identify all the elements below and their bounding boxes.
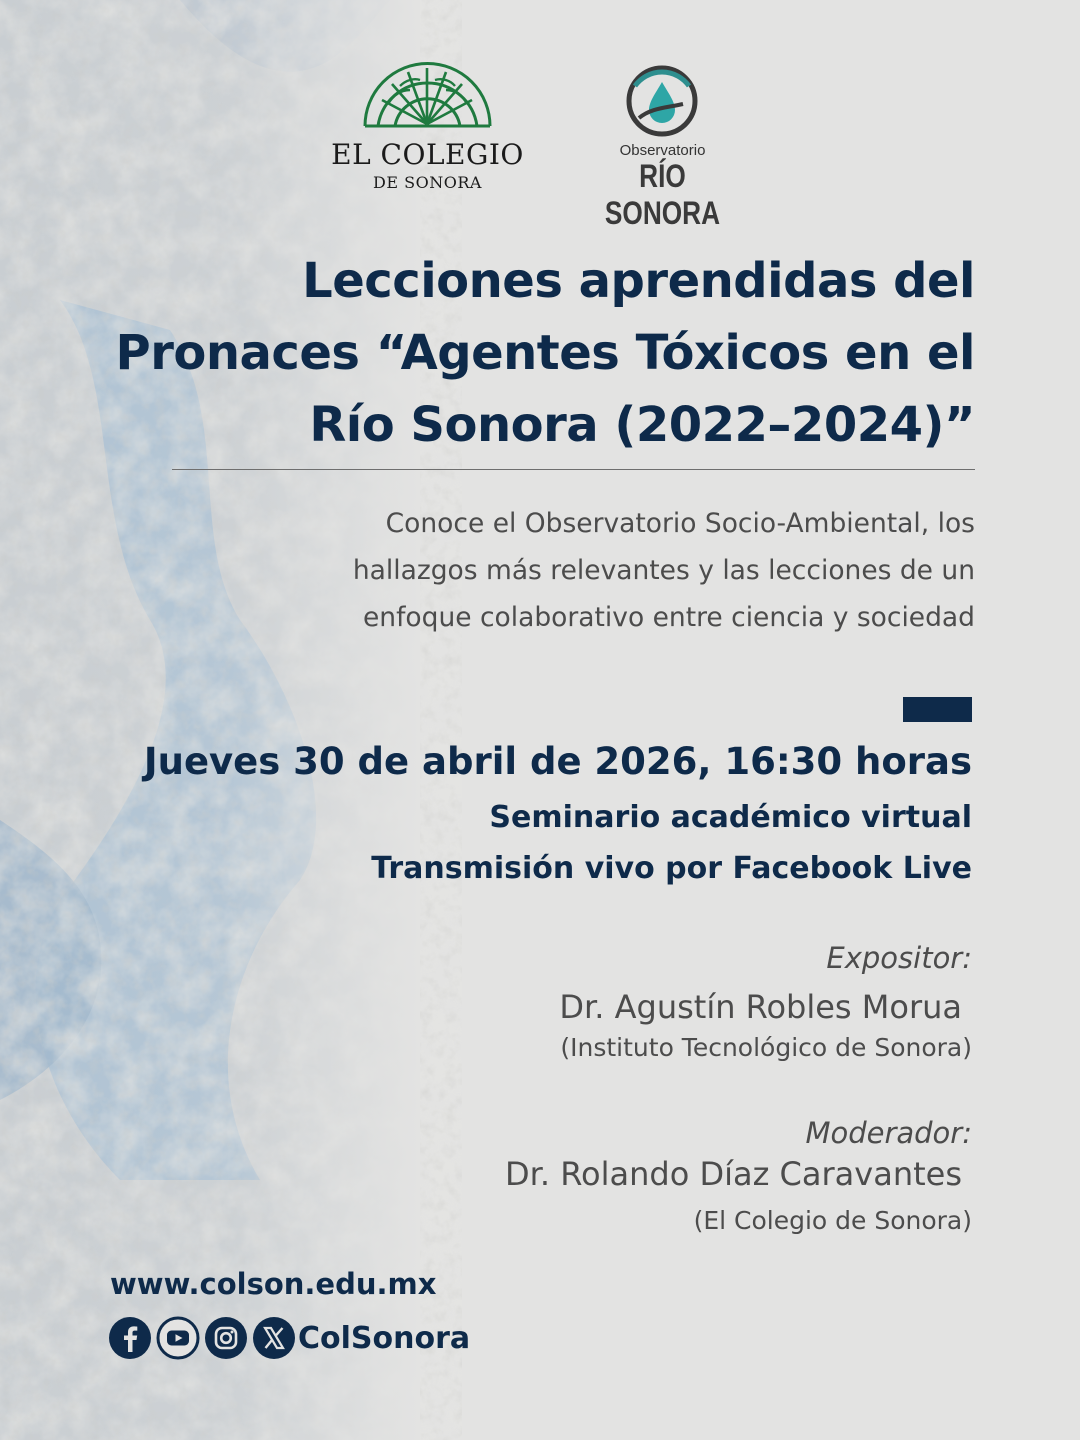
description-line-3: enfoque colaborativo entre ciencia y sociedad — [362, 602, 975, 633]
description-line-1: Conoce el Observatorio Socio-Ambiental, los — [385, 508, 975, 539]
colegio-subname: DE SONORA — [373, 173, 482, 192]
title-line-1: Lecciones aprendidas del — [302, 253, 975, 309]
facebook-icon[interactable] — [108, 1316, 152, 1360]
observatorio-logo — [570, 64, 755, 231]
logos-header — [320, 60, 760, 231]
colegio-logo — [320, 60, 535, 195]
speaker-role: Expositor: — [826, 941, 972, 975]
social-handle[interactable]: ColSonora — [298, 1321, 471, 1356]
moderator-role: Moderador: — [805, 1116, 972, 1150]
event-stream: Transmisión vivo por Facebook Live — [371, 851, 972, 886]
observatorio-label: Observatorio — [619, 142, 706, 159]
moderator-affiliation: (El Colegio de Sonora) — [693, 1206, 972, 1235]
title-divider — [172, 469, 975, 470]
youtube-icon[interactable] — [156, 1316, 200, 1360]
observatorio-water-drop-icon — [625, 64, 699, 138]
title-line-2: Pronaces “Agentes Tóxicos en el — [115, 325, 975, 381]
event-title — [95, 245, 975, 461]
event-date: Jueves 30 de abril de 2026, 16:30 horas — [143, 740, 972, 783]
speaker-name: Dr. Agustín Robles Morua — [559, 988, 962, 1026]
event-description — [145, 500, 975, 641]
rio-sonora-label: RÍO SONORA — [604, 158, 721, 231]
speaker-affiliation: (Instituto Tecnológico de Sonora) — [560, 1033, 972, 1062]
moderator-name: Dr. Rolando Díaz Caravantes — [505, 1155, 962, 1193]
x-icon[interactable] — [252, 1316, 296, 1360]
accent-bar — [903, 697, 972, 722]
colegio-arch-icon — [360, 60, 495, 130]
description-line-2: hallazgos más relevantes y las lecciones de un — [352, 555, 975, 586]
website-link[interactable]: www.colson.edu.mx — [110, 1267, 437, 1301]
event-type: Seminario académico virtual — [489, 800, 972, 835]
colegio-name: EL COLEGIO — [331, 138, 524, 171]
instagram-icon[interactable] — [204, 1316, 248, 1360]
title-line-3: Río Sonora (2022–2024)” — [309, 397, 975, 453]
